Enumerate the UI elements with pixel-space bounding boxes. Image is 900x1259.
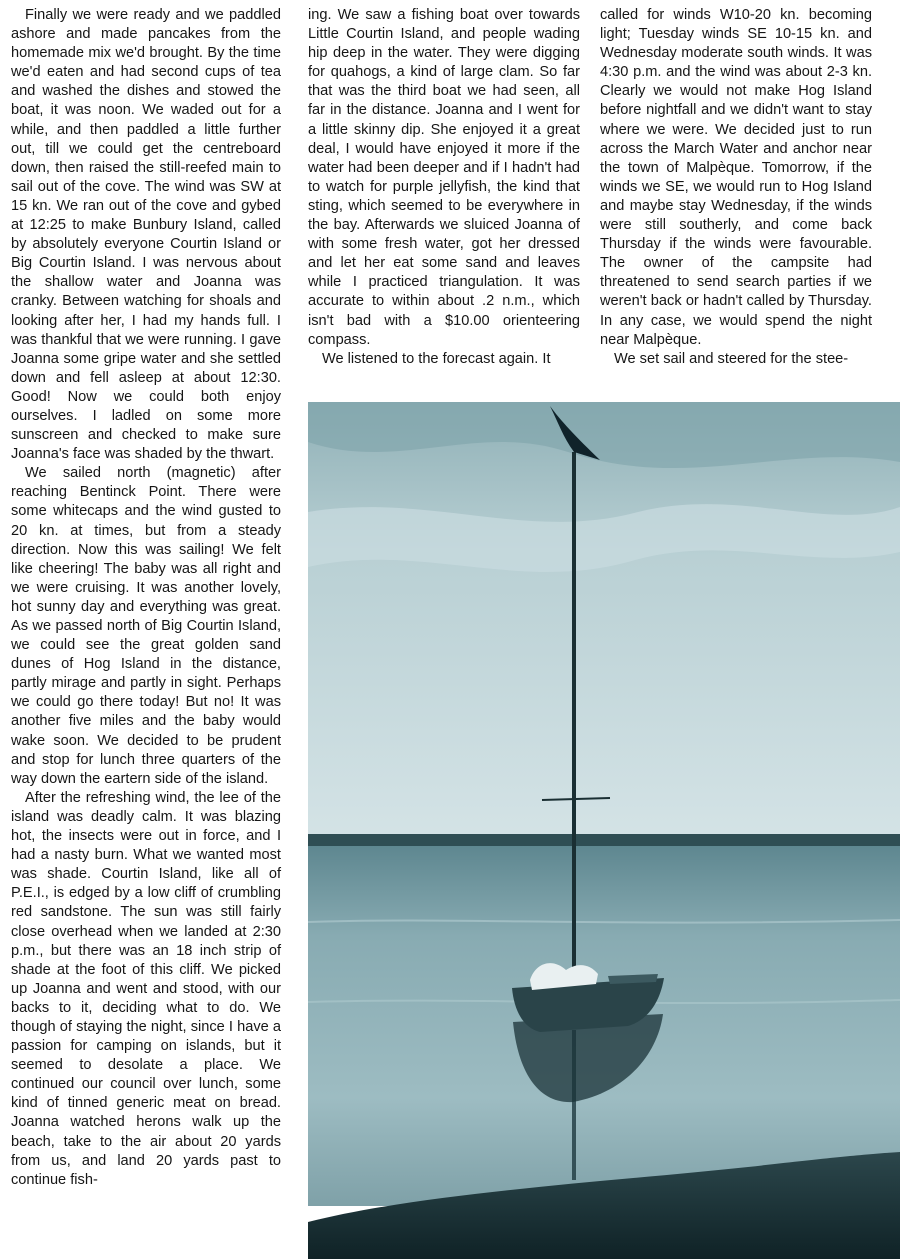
distant-shore bbox=[308, 834, 900, 846]
paragraph: We set sail and steered for the stee- bbox=[614, 350, 849, 367]
article-column-3 bbox=[600, 6, 872, 369]
paragraph: called for winds W10-20 kn. becoming light; Tuesday winds SE 10-15 kn. and Wednesday moderate south winds. It was 4:30 p.m. and the wind was about 2-3 kn. Clearly we would not make Hog Island before nightfall and we didn't want to stay where we were. We decided just to run across the March Water and anchor near the town of Malpèque. Tomorrow, if the winds we SE, we would run to Hog Island and maybe stay Wednesday, if the winds were still southerly, and come back Thursday if the winds were favourable. The owner of the campsite had threatened to send search parties if we weren't back or hadn't called by Thursday. In any case, we would spend the night near Malpèque. bbox=[600, 7, 872, 348]
sailboat-photo-image bbox=[308, 402, 900, 1259]
paragraph: ing. We saw a fishing boat over towards Little Courtin Island, and people wading hip deep in the water. They were digging for quahogs, a kind of large clam. So far that was the third boat we had seen, all far in the distance. Joanna and I went for a little skinny dip. She enjoyed it a great deal, I would have enjoyed it more if the water had been deeper and if I hadn't had to watch for purple jellyfish, the kind that sting, which seemed to be everywhere in the bay. Afterwards we sluiced Joanna of with some fresh water, got her dressed and let her eat some sand and leaves while I practiced triangulation. It was accurate to within about .2 n.m., which isn't bad with a $10.00 orienteering compass. bbox=[308, 7, 580, 348]
mast bbox=[572, 452, 576, 977]
paragraph: After the refreshing wind, the lee of the island was deadly calm. It was blazing hot, the insects were out in force, and I had a nasty burn. What we wanted most was shade. Courtin Island, like all of P.E.I., is edged by a low cliff of crumbling red sandstone. The sun was still fairly close overhead when we landed at 2:30 p.m., but there was an 18 inch strip of shade at the foot of this cliff. We picked up Joanna and went and stood, with our backs to it, deciding what to do. We though of staying the night, since I have a passion for camping on islands, but it seemed to desolate a place. We continued our council over lunch, some kind of tinned generic meat on bread. Joanna watched herons walk up the beach, take to the air about 20 yards from us, and land 20 yards past to continue fish- bbox=[11, 789, 281, 1188]
article-column-2 bbox=[308, 6, 580, 369]
paragraph: Finally we were ready and we paddled ashore and made pancakes from the homemade mix we'd brought. By the time we'd eaten and had second cups of tea and washed the dishes and stowed the boat, it was noon. We waded out for a while, and then paddled a little further out, till we could get the centreboard down, then raised the still-reefed main to sail out of the cove. The wind was SW at 15 kn. We ran out of the cove and gybed at 12:25 to make Bunbury Island, called by absolutely everyone Courtin Island or Big Courtin Island. I was nervous about the shallow water and Joanna was cranky. Between watching for shoals and looking after her, I had my hands full. I was thankful that we were running. I gave Joanna some gripe water and she settled down and fell asleep at about 12:30. Good! Now we could both enjoy ourselves. I ladled on some more sunscreen and checked to make sure Joanna's face was shaded by the thwart. bbox=[11, 7, 281, 463]
paragraph: We sailed north (magnetic) after reaching Bentinck Point. There were some whitecaps and the wind gusted to 20 kn. at times, but from a steady direction. Now this was sailing! We felt like cheering! The baby was all right and we were cruising. It was another lovely, hot sunny day and everything was great. As we passed north of Big Courtin Island, we could see the great golden sand dunes of Hog Island in the distance, partly mirage and partly in sight. Perhaps we could go there today! But no! It was another five miles and the baby would wake soon. We decided to be prudent and stop for lunch three quarters of the way down the eartern side of the island. bbox=[11, 465, 281, 787]
sky bbox=[308, 402, 900, 842]
paragraph: We listened to the forecast again. It bbox=[322, 350, 551, 367]
article-column-1 bbox=[11, 6, 281, 1190]
sailboat-photo bbox=[308, 402, 900, 1259]
